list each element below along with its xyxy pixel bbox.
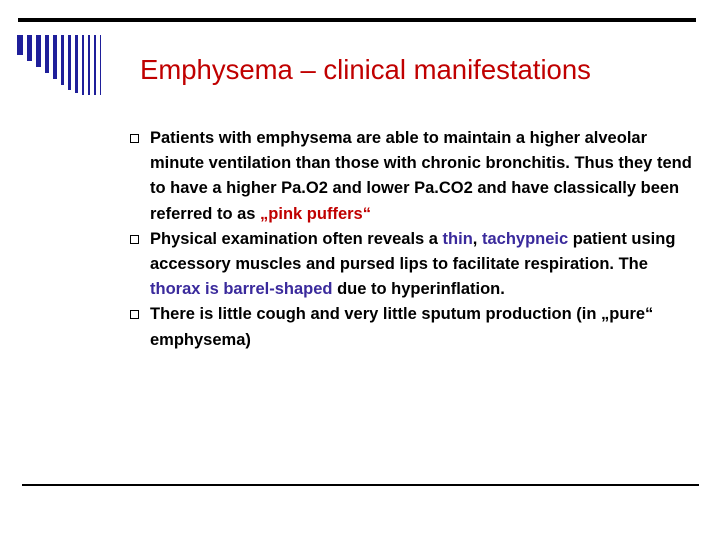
deco-bar [53, 35, 57, 79]
top-rule [18, 18, 696, 22]
deco-bar [36, 35, 41, 67]
square-bullet-icon [130, 310, 139, 319]
deco-bar [94, 35, 96, 95]
bullet-highlight: „pink puffers“ [260, 204, 371, 223]
bottom-rule [22, 484, 699, 486]
deco-bar [100, 35, 101, 95]
bullet-highlight: thorax is barrel-shaped [150, 280, 333, 299]
bullet-text: There is little cough and very little sputum production (in „pure“ emphysema) [150, 305, 654, 349]
bullet-highlight: tachypneic [481, 229, 569, 248]
slide-title: Emphysema – clinical manifestations [140, 54, 591, 85]
bullet-text: Patients with emphysema are able to maintain a higher alveolar minute ventilation than those with chronic bronchitis. Thus they tend to have a higher Pa.O2 and lower Pa.CO2 and have classically been referred to as [150, 129, 692, 223]
square-bullet-icon [130, 134, 139, 143]
bullet-text: Physical examination often reveals a [150, 229, 443, 248]
deco-bar [27, 35, 32, 61]
deco-bar [45, 35, 49, 73]
bullet-item [130, 302, 700, 352]
square-bullet-icon [130, 235, 139, 244]
bullet-highlight: thin [442, 229, 473, 248]
deco-bar [82, 35, 84, 95]
bullet-item [130, 227, 700, 303]
deco-bar [17, 35, 23, 55]
bullet-item [130, 126, 700, 227]
bullet-text: patient using accessory muscles and pursed lips to facilitate respiration. The [150, 229, 676, 274]
deco-bar [68, 35, 71, 90]
bullet-list [130, 126, 700, 353]
bullet-text: due to hyperinflation. [332, 280, 505, 299]
deco-bar [75, 35, 78, 93]
deco-bar [88, 35, 90, 95]
deco-bar [61, 35, 64, 85]
bullet-text: , [472, 229, 482, 248]
